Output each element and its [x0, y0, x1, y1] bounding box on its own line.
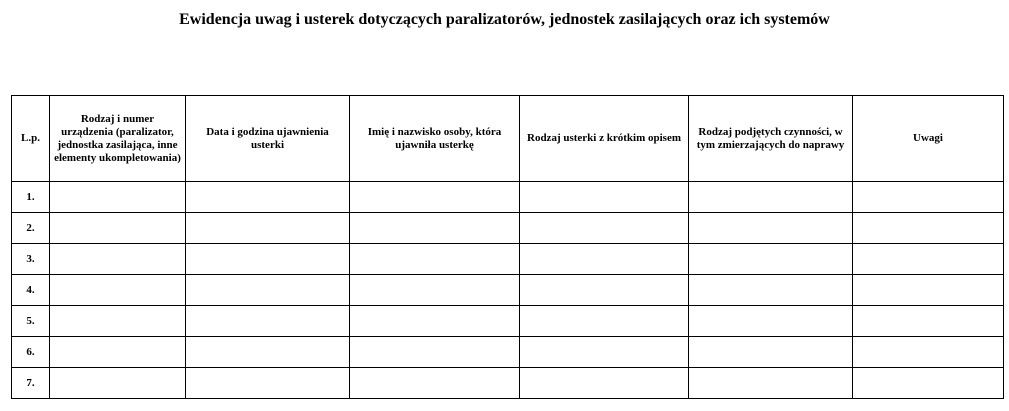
cell-reporter[interactable] — [350, 244, 520, 275]
table-row — [12, 275, 1004, 306]
cell-actions[interactable] — [689, 368, 853, 399]
table-row — [12, 244, 1004, 275]
cell-datetime[interactable] — [186, 275, 350, 306]
cell-reporter[interactable] — [350, 306, 520, 337]
table-row — [12, 306, 1004, 337]
row-number: 3. — [12, 244, 50, 275]
row-number: 1. — [12, 182, 50, 213]
cell-fault[interactable] — [520, 337, 689, 368]
cell-notes[interactable] — [853, 368, 1004, 399]
cell-datetime[interactable] — [186, 213, 350, 244]
cell-reporter[interactable] — [350, 275, 520, 306]
cell-datetime[interactable] — [186, 306, 350, 337]
cell-reporter[interactable] — [350, 213, 520, 244]
cell-reporter[interactable] — [350, 182, 520, 213]
cell-actions[interactable] — [689, 337, 853, 368]
row-number: 6. — [12, 337, 50, 368]
cell-fault[interactable] — [520, 182, 689, 213]
row-number: 2. — [12, 213, 50, 244]
cell-fault[interactable] — [520, 306, 689, 337]
cell-fault[interactable] — [520, 213, 689, 244]
row-number: 4. — [12, 275, 50, 306]
cell-actions[interactable] — [689, 275, 853, 306]
cell-actions[interactable] — [689, 213, 853, 244]
column-header-lp: L.p. — [12, 96, 50, 182]
cell-fault[interactable] — [520, 275, 689, 306]
cell-notes[interactable] — [853, 244, 1004, 275]
document-title: Ewidencja uwag i usterek dotyczących paralizatorów, jednostek zasilających oraz ich systemów — [179, 11, 830, 28]
cell-datetime[interactable] — [186, 244, 350, 275]
cell-actions[interactable] — [689, 306, 853, 337]
column-header-reporter: Imię i nazwisko osoby, która ujawniła usterkę — [350, 96, 520, 182]
row-number: 5. — [12, 306, 50, 337]
cell-actions[interactable] — [689, 244, 853, 275]
cell-device[interactable] — [50, 306, 186, 337]
cell-device[interactable] — [50, 213, 186, 244]
table-row — [12, 182, 1004, 213]
cell-fault[interactable] — [520, 244, 689, 275]
column-header-actions: Rodzaj podjętych czynności, w tym zmierzających do naprawy — [689, 96, 853, 182]
column-header-fault: Rodzaj usterki z krótkim opisem — [520, 96, 689, 182]
cell-notes[interactable] — [853, 275, 1004, 306]
cell-fault[interactable] — [520, 368, 689, 399]
table-row — [12, 213, 1004, 244]
row-number: 7. — [12, 368, 50, 399]
table-row — [12, 368, 1004, 399]
cell-device[interactable] — [50, 337, 186, 368]
cell-actions[interactable] — [689, 182, 853, 213]
column-header-device: Rodzaj i numer urządzenia (paralizator, jednostka zasilająca, inne elementy ukompletowania) — [50, 96, 186, 182]
fault-register-table — [11, 95, 1004, 399]
cell-notes[interactable] — [853, 306, 1004, 337]
cell-datetime[interactable] — [186, 337, 350, 368]
cell-datetime[interactable] — [186, 368, 350, 399]
column-header-notes: Uwagi — [853, 96, 1004, 182]
cell-device[interactable] — [50, 368, 186, 399]
cell-notes[interactable] — [853, 182, 1004, 213]
cell-reporter[interactable] — [350, 337, 520, 368]
header-row — [12, 96, 1004, 182]
column-header-datetime: Data i godzina ujawnienia usterki — [186, 96, 350, 182]
cell-device[interactable] — [50, 244, 186, 275]
cell-notes[interactable] — [853, 213, 1004, 244]
cell-reporter[interactable] — [350, 368, 520, 399]
table-row — [12, 337, 1004, 368]
cell-device[interactable] — [50, 182, 186, 213]
cell-datetime[interactable] — [186, 182, 350, 213]
cell-device[interactable] — [50, 275, 186, 306]
cell-notes[interactable] — [853, 337, 1004, 368]
